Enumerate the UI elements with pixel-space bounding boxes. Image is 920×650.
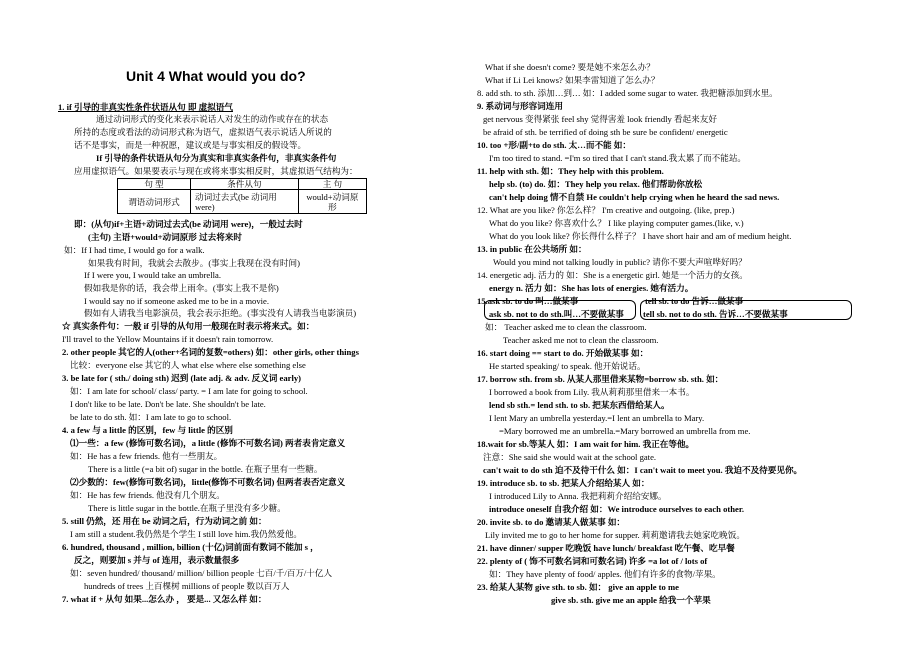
text-line: introduce oneself 自我介绍 如：We introduce ourselves to each other. (489, 504, 745, 514)
text-line: 如果我有时间，我就会去散步。(事实上我现在没有时间) (88, 258, 300, 268)
text-line: I'll travel to the Yellow Mountains if it doesn't rain tomorrow. (62, 334, 274, 344)
text-line: 17. borrow sth. from sb. 从某人那里借来某物=borrow sb. sth. 如： (477, 374, 724, 384)
text-line: hundreds of trees 上百棵树 millions of people 数以百万人 (84, 581, 290, 591)
text-line: energy n. 活力 如：She has lots of energies. 她有活力。 (489, 283, 694, 293)
text-line: 19. introduce sb. to sb. 把某人介绍给某人 如： (477, 478, 650, 488)
table-header-cell: 主 句 (298, 179, 366, 190)
text-line: 假如我是你的话，我会带上雨伞。(事实上我不是你) (84, 283, 279, 293)
text-line: 10. too +形/副+to do sth. 太…而不能 如： (477, 140, 631, 150)
text-line: 通过动词形式的变化来表示说话人对发生的动作或存在的状态 (96, 114, 329, 124)
text-line: 假如有人请我当电影演员，我会表示拒绝。(事实没有人请我当电影演员) (84, 308, 357, 318)
text-line: 13. in public 在公共场所 如： (477, 244, 587, 254)
table-header-cell: 条件从句 (191, 179, 299, 190)
text-line: 如：They have plenty of food/ apples. 他们有许多的食物/苹果。 (489, 569, 721, 579)
page-title: Unit 4 What would you do? (126, 68, 306, 84)
text-line: 所持的态度或看法的动词形式称为语气，虚拟语气表示说话人所说的 (74, 127, 332, 137)
text-line: 注意：She said she would wait at the school gate. (483, 452, 657, 462)
condition-table-row (118, 190, 367, 214)
table-cell: would+动词原形 (298, 190, 366, 214)
text-line: Would you mind not talking loudly in public? 请你不要大声喧哗好吗？ (493, 257, 747, 267)
text-line: There is a little (=a bit of) sugar in the bottle. 在瓶子里有一些糖。 (88, 464, 323, 474)
text-line: 1. if 引导的非真实性条件状语从句 即 虚拟语气 (58, 102, 233, 112)
text-line: What if she doesn't come? 要是她不来怎么办？ (485, 62, 655, 72)
text-line: 8. add sth. to sth. 添加…到… 如：I added some sugar to water. 我把糖添加到水里。 (477, 88, 778, 98)
text-line: He started speaking/ to speak. 他开始说话。 (489, 361, 646, 371)
text-line: 20. invite sb. to do 邀请某人做某事 如： (477, 517, 626, 527)
text-line: I borrowed a book from Lily. 我从莉莉那里借来一本书。 (489, 387, 695, 397)
text-line: ask sb. not to do sth.叫…不要做某事 (489, 309, 624, 319)
text-line: If I were you, I would take an umbrella. (84, 270, 221, 280)
text-line: give sb. sth. give me an apple 给我一个苹果 (551, 595, 711, 605)
text-line: 5. still 仍然，还 用在 be 动词之后，行为动词之前 如： (62, 516, 267, 526)
text-line: 应用虚拟语气。如果要表示与现在或将来事实相反时，其虚拟语气结构为： (74, 166, 358, 176)
text-line: 如：He has a few friends. 他有一些朋友。 (70, 451, 223, 461)
text-line: If 引导的条件状语从句分为真实和非真实条件句，非真实条件句 (96, 153, 337, 163)
text-line: can't help doing 情不自禁 He couldn't help crying when he heard the sad news. (489, 192, 780, 202)
text-line: =Mary borrowed me an umbrella.=Mary borrowed an umbrella from me. (499, 426, 751, 436)
text-line: 反之，则要加 s 并与 of 连用，表示数量很多 (74, 555, 240, 565)
condition-table (117, 178, 367, 214)
text-line: I lent Mary an umbrella yesterday.=I lent an umbrella to Mary. (489, 413, 705, 423)
ask-tell-brace-right (640, 300, 852, 320)
text-line: 如：I am late for school/ class/ party. = I am late for going to school. (70, 386, 308, 396)
text-line: 12. What are you like? 你怎么样？ I'm creative and outgoing. (like, prep.) (477, 205, 735, 215)
text-line: tell sb. to do 告诉…做某事 (645, 296, 744, 306)
text-line: 2. other people 其它的人(other+名词的复数=others) 如：other girls, other things (62, 347, 359, 357)
text-line: 3. be late for ( sth./ doing sth) 迟到 (late adj. & adv. 反义词 early) (62, 373, 302, 383)
text-line: 18.wait for sb.等某人 如：I am wait for him. 我正在等他。 (477, 439, 695, 449)
text-line: ⑴一些：a few (修饰可数名词)，a little (修饰不可数名词) 两者表肯定意义 (70, 438, 346, 448)
ask-tell-brace-left (484, 300, 636, 320)
text-line: What if Li Lei knows? 如果李雷知道了怎么办？ (485, 75, 660, 85)
text-line: I would say no if someone asked me to be in a movie. (84, 296, 269, 306)
text-line: What do you like? 你喜欢什么？ I like playing computer games.(like, v.) (489, 218, 744, 228)
text-line: be afraid of sth. be terrified of doing sth be sure be confident/ energetic (483, 127, 728, 137)
table-cell: 谓语动词形式 (118, 190, 191, 214)
text-line: 6. hundred, thousand , million, billion (十亿)词前面有数词不能加 s ， (62, 542, 319, 552)
text-line: 如：If I had time, I would go for a walk. (64, 245, 205, 255)
text-line: I introduced Lily to Anna. 我把莉莉介绍给安娜。 (489, 491, 667, 501)
text-line: 7. what if + 从句 如果...怎么办 ， 要是... 又怎么样 如： (62, 594, 267, 604)
text-line: 如：seven hundred/ thousand/ million/ billion people 七百/千/百万/十亿人 (70, 568, 333, 578)
text-line: 4. a few 与 a little 的区别，few 与 little 的区别 (62, 425, 233, 435)
text-line: 15.ask sb. to do 叫…做某事 (477, 296, 579, 306)
text-line: 即：(从句)if+主语+动词过去式(be 动词用 were)，一般过去时 (74, 219, 303, 229)
text-line: I'm too tired to stand. =I'm so tired that I can't stand.我太累了而不能站。 (489, 153, 747, 163)
text-line: What do you look like? 你长得什么样子？ I have short hair and am of medium height. (489, 231, 792, 241)
text-line: There is little sugar in the bottle.在瓶子里没有多少糖。 (88, 503, 286, 513)
text-line: ⑵少数的：few(修饰可数名词)，little(修饰不可数名词) 但两者表否定意义 (70, 477, 346, 487)
text-line: ☆ 真实条件句：一般 if 引导的从句用一般现在时表示将来式。如： (62, 321, 315, 331)
text-line: 21. have dinner/ supper 吃晚饭 have lunch/ breakfast 吃午餐、吃早餐 (477, 543, 735, 553)
text-line: 9. 系动词与形容词连用 (477, 101, 563, 111)
text-line: get nervous 变得紧张 feel shy 觉得害羞 look friendly 看起来友好 (483, 114, 717, 124)
text-line: help sb. (to) do. 如：They help you relax. 他们帮助你放松 (489, 179, 703, 189)
text-line: 23. 给某人某物 give sth. to sb. 如： give an apple to me (477, 582, 679, 592)
text-line: can't wait to do sth 迫不及待干什么 如：I can't wait to meet you. 我迫不及待要见你。 (483, 465, 803, 475)
text-line: 如： Teacher asked me to clean the classroom. (485, 322, 647, 332)
text-line: 话不是事实，而是一种祝愿，建议或是与事实相反的假设等。 (74, 140, 307, 150)
text-line: be late to do sth. 如：I am late to go to school. (70, 412, 232, 422)
table-header-cell: 句 型 (118, 179, 191, 190)
text-line: (主句) 主语+would+动词原形 过去将来时 (88, 232, 242, 242)
text-line: Lily invited me to go to her home for supper. 莉莉邀请我去她家吃晚饭。 (485, 530, 745, 540)
text-line: 如：He has few friends. 他没有几个朋友。 (70, 490, 225, 500)
text-line: Teacher asked me not to clean the classroom. (503, 335, 659, 345)
text-line: 11. help with sth. 如：They help with this problem. (477, 166, 664, 176)
table-cell: 动词过去式(be 动词用 were) (191, 190, 299, 214)
text-line: 22. plenty of ( 饰不可数名词和可数名词) 许多 =a lot of / lots of (477, 556, 708, 566)
condition-table-header-row (118, 179, 367, 190)
text-line: 14. energetic adj. 活力的 如：She is a energetic girl. 她是一个活力的女孩。 (477, 270, 748, 280)
text-line: I am still a student.我仍然是个学生 I still love him.我仍然爱他。 (70, 529, 303, 539)
text-line: 16. start doing == start to do. 开始做某事 如： (477, 348, 649, 358)
text-line: lend sb sth.= lend sth. to sb. 把某东西借给某人。 (489, 400, 670, 410)
text-line: 比较：everyone else 其它的人 what else where else something else (70, 360, 306, 370)
text-line: I don't like to be late. Don't be late. She shouldn't be late. (70, 399, 266, 409)
text-line: tell sb. not to do sth. 告诉…不要做某事 (643, 309, 788, 319)
